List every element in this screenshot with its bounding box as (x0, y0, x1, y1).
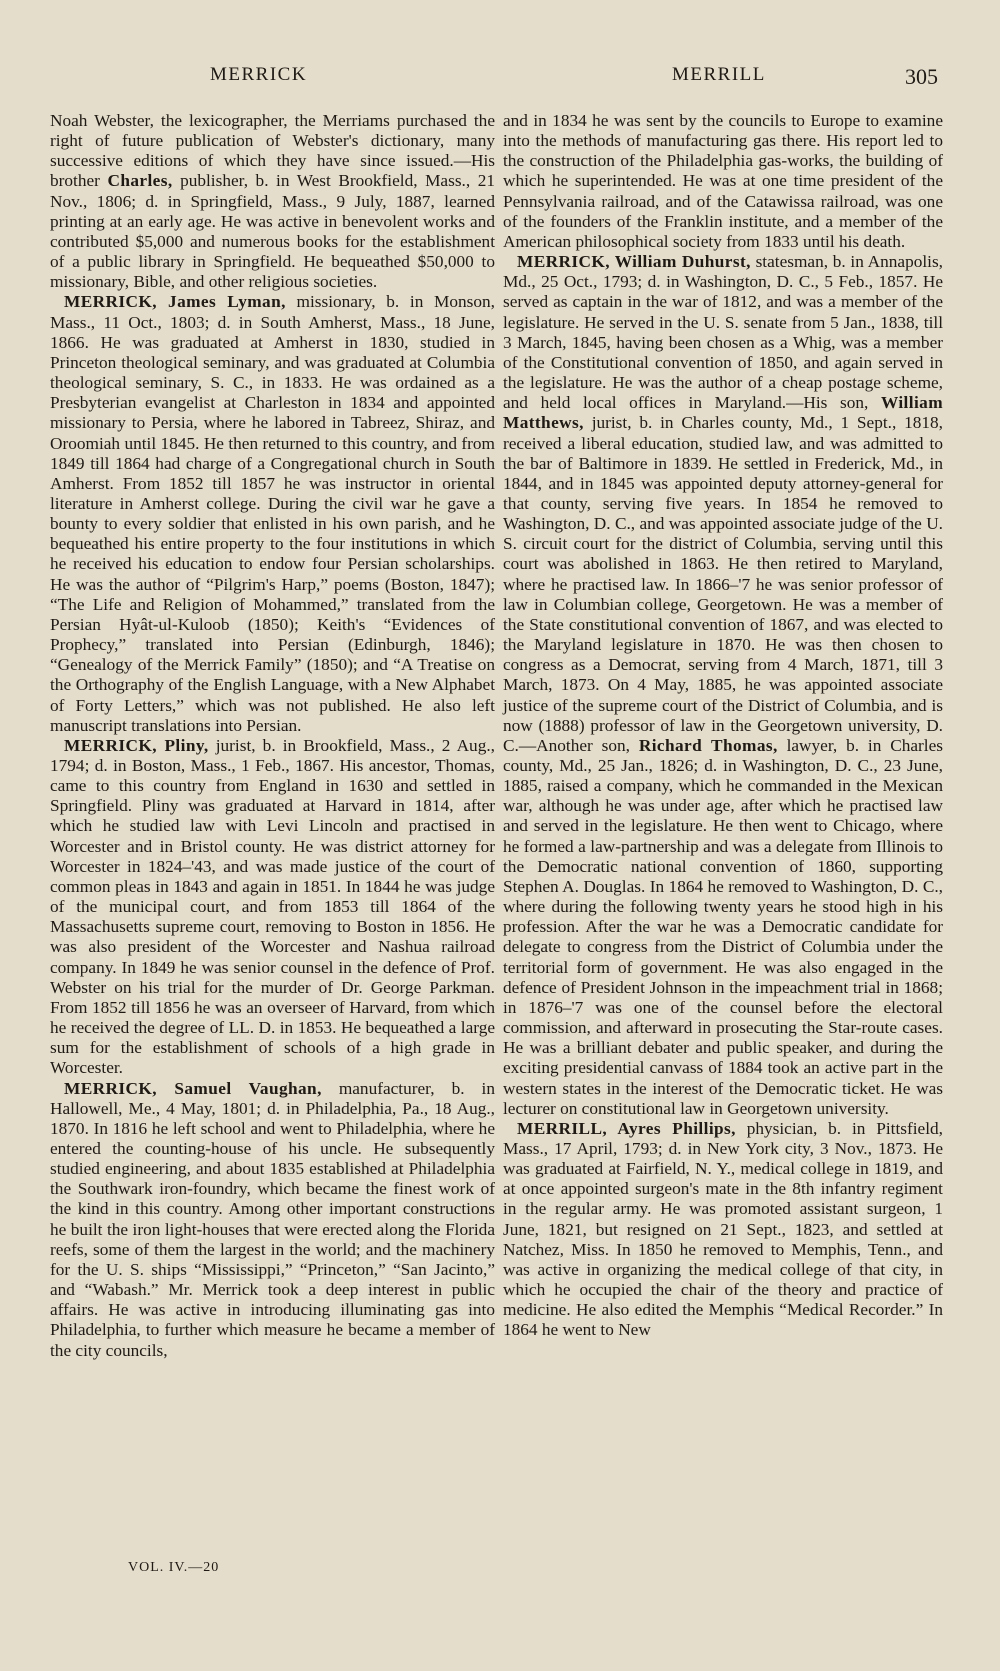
entry-text: jurist, b. in Brookfield, Mass., 2 Aug., 1794; d. in Boston, Mass., 1 Feb., 1867. His ancestor, Thomas, came to this country from England in 1630 and settled in Springfield. Pliny was graduated at Harvard in 1814, after which he studied law with Levi Lincoln and practised in Worcester and in Bristol county. He was district attorney for Worcester in 1824–'43, and was made justice of the court of common pleas in 1843 and again in 1851. In 1844 he was judge of the municipal court, and from 1853 till 1864 of the Massachusetts supreme court, removing to Boston in 1856. He was also president of the Worcester and Nashua railroad company. In 1849 he was senior counsel in the defence of Prof. Webster on his trial for the murder of Dr. George Parkman. From 1852 till 1856 he was an overseer of Harvard, from which he received the degree of LL. D. in 1853. He bequeathed a large sum for the establishment of schools of a high grade in Worcester. (50, 735, 495, 1078)
charles-text: publisher, b. in West Brookfield, Mass., 21 Nov., 1806; d. in Springfield, Mass., 9 July, 1887, learned printing at an early age. He was active in benevolent works and contributed $5,000 and numerous books for the establishment of a public library in Springfield. He bequeathed $50,000 to missionary, Bible, and other religious societies. (50, 171, 495, 292)
entry-james-lyman-merrick (50, 292, 495, 735)
entry-text: manufacturer, b. in Hallowell, Me., 4 May, 1801; d. in Philadelphia, Pa., 18 Aug., 1870. In 1816 he left school and went to Philadelphia, where he entered the counting-house of his uncle. He subsequently studied engineering, and about 1835 established at Philadelphia the Southwark iron-foundry, which became the finest work of the kind in this country. Among other important constructions he built the iron light-houses that were erected along the Florida reefs, some of them the largest in the world; and the machinery for the U. S. ships “Mississippi,” “Princeton,” “San Jacinto,” and “Wabash.” Mr. Merrick took a deep interest in public affairs. He was active in introducing illuminating gas into Philadelphia, to further which measure he became a member of the city councils, (50, 1078, 495, 1360)
running-header (0, 64, 1000, 94)
entry-text: statesman, b. in Annapolis, Md., 25 Oct., 1793; d. in Washington, D. C., 5 Feb., 1857. He served as captain in the war of 1812, and was a member of the legislature. He served in the U. S. senate from 5 Jan., 1838, till 3 March, 1845, having been chosen as a Whig, was a member of the Constitutional convention of 1850, and again served in the legislature. He was the author of a cheap postage scheme, and held local offices in Maryland.—His son, (503, 252, 943, 413)
header-right-word: MERRILL (672, 64, 766, 85)
entry-text: missionary, b. in Monson, Mass., 11 Oct., 1803; d. in South Amherst, Mass., 18 June, 1866. He was graduated at Amherst in 1830, studied in Princeton theological seminary, and was graduated at Columbia theological seminary, S. C., in 1833. He was ordained as a Presbyterian evangelist at Charleston in 1834 and appointed missionary to Persia, where he labored in Tabreez, Shiraz, and Oroomiah until 1845. He then returned to this country, and from 1849 till 1864 had charge of a Congregational church in South Amherst. From 1852 till 1857 he was instructor in oriental literature in Amherst college. During the civil war he gave a bounty to every soldier that enlisted in his own parish, and he bequeathed his entire property to the four institutions in which he received his education to endow four Persian scholarships. He was the author of “Pilgrim's Harp,” poems (Boston, 1847); “The Life and Religion of Mohammed,” translated from the Persian Hyât-ul-Kuloob (1850); Keith's “Evidences of Prophecy,” translated into Persian (Edinburgh, 1846); “Genealogy of the Merrick Family” (1850); and “A Treatise on the Orthography of the English Language, with a New Alphabet of Forty Letters,” which was not published. He also left manuscript translations into Persian. (50, 292, 495, 735)
page-number: 305 (905, 64, 938, 89)
entry-william-duhurst-merrick (503, 252, 943, 1119)
entry-samuel-vaughan-merrick (50, 1079, 495, 1361)
continued-entry-paragraph (503, 111, 943, 252)
continued-entry-paragraph (50, 111, 495, 292)
entry-name: MERRICK, Samuel Vaughan, (64, 1078, 322, 1098)
entry-name: MERRICK, William Duhurst, (517, 252, 751, 272)
entry-name-charles: Charles, (107, 171, 173, 191)
continued-text: Noah Webster, the lexicographer, the Merriams purchased the right of future publication of Webster's dictionary, many successive editions of which they have since issued.—His brother (50, 111, 495, 191)
richard-thomas-text: lawyer, b. in Charles county, Md., 25 Jan., 1826; d. in Washington, D. C., 23 June, 1885, raised a company, which he commanded in the Mexican war, although he was under age, after which he practised law and served in the legislature. He then went to Chicago, where he formed a law-partnership and was a delegate from Illinois to the Democratic national convention of 1860, supporting Stephen A. Douglas. In 1864 he removed to Washington, D. C., where during the following twenty years he stood high in his profession. After the war he was a Democratic candidate for delegate to congress from the District of Columbia under the territorial form of government. He was also engaged in the defence of President Johnson in the impeachment trial in 1868; in 1876–'7 was one of the counsel before the electoral commission, and afterward in prosecuting the Star-route cases. He was a brilliant debater and public speaker, and during the exciting presidential canvass of 1884 took an active part in the western states in the interest of the Democratic ticket. He was lecturer on constitutional law in Georgetown university. (503, 735, 943, 1118)
entry-name: MERRICK, Pliny, (64, 735, 209, 755)
entry-ayres-phillips-merrill (503, 1119, 943, 1341)
right-column (503, 111, 943, 1341)
left-column (50, 111, 495, 1361)
entry-pliny-merrick (50, 736, 495, 1079)
entry-name: MERRILL, Ayres Phillips, (517, 1118, 736, 1138)
entry-text: physician, b. in Pittsfield, Mass., 17 April, 1793; d. in New York city, 3 Nov., 1873. He was graduated at Fairfield, N. Y., medical college in 1819, and at once appointed surgeon's mate in the 8th infantry regiment in the regular army. He was promoted assistant surgeon, 1 June, 1821, but resigned on 21 Sept., 1823, and settled at Natchez, Miss. In 1850 he removed to Memphis, Tenn., and was active in organizing the medical college of that city, in which he occupied the chair of the theory and practice of medicine. He also edited the Memphis “Medical Recorder.” In 1864 he went to New (503, 1118, 943, 1340)
entry-name-william-matthews: William Matthews, (503, 393, 943, 433)
entry-name: MERRICK, James Lyman, (64, 292, 286, 312)
continued-text: and in 1834 he was sent by the councils to Europe to examine into the methods of manufacturing gas there. His report led to the construction of the Philadelphia gas-works, the building of which he superintended. He was at one time president of the Pennsylvania railroad, and of the Catawissa railroad, was one of the founders of the Franklin institute, and a member of the American philosophical society from 1833 until his death. (503, 111, 943, 251)
signature-mark: VOL. IV.—20 (128, 1560, 220, 1575)
william-matthews-text: jurist, b. in Charles county, Md., 1 Sept., 1818, received a liberal education, studied law, and was admitted to the bar of Baltimore in 1839. He settled in Frederick, Md., in 1844, and in 1845 was appointed deputy attorney-general for that county, serving five years. In 1854 he removed to Washington, D. C., and was appointed associate judge of the U. S. circuit court for the district of Columbia, serving until this court was abolished in 1863. He then retired to Maryland, where he practised law. In 1866–'7 he was senior professor of law in Columbian college, Georgetown. He was a member of the State constitutional convention of 1867, and was elected to the Maryland legislature in 1870. He was then chosen to congress as a Democrat, serving from 4 March, 1871, till 3 March, 1873. On 4 May, 1885, he was appointed associate justice of the supreme court of the District of Columbia, and is now (1888) professor of law in the Georgetown university, D. C.—Another son, (503, 413, 943, 755)
header-left-word: MERRICK (210, 64, 308, 85)
entry-name-richard-thomas: Richard Thomas, (638, 735, 778, 755)
